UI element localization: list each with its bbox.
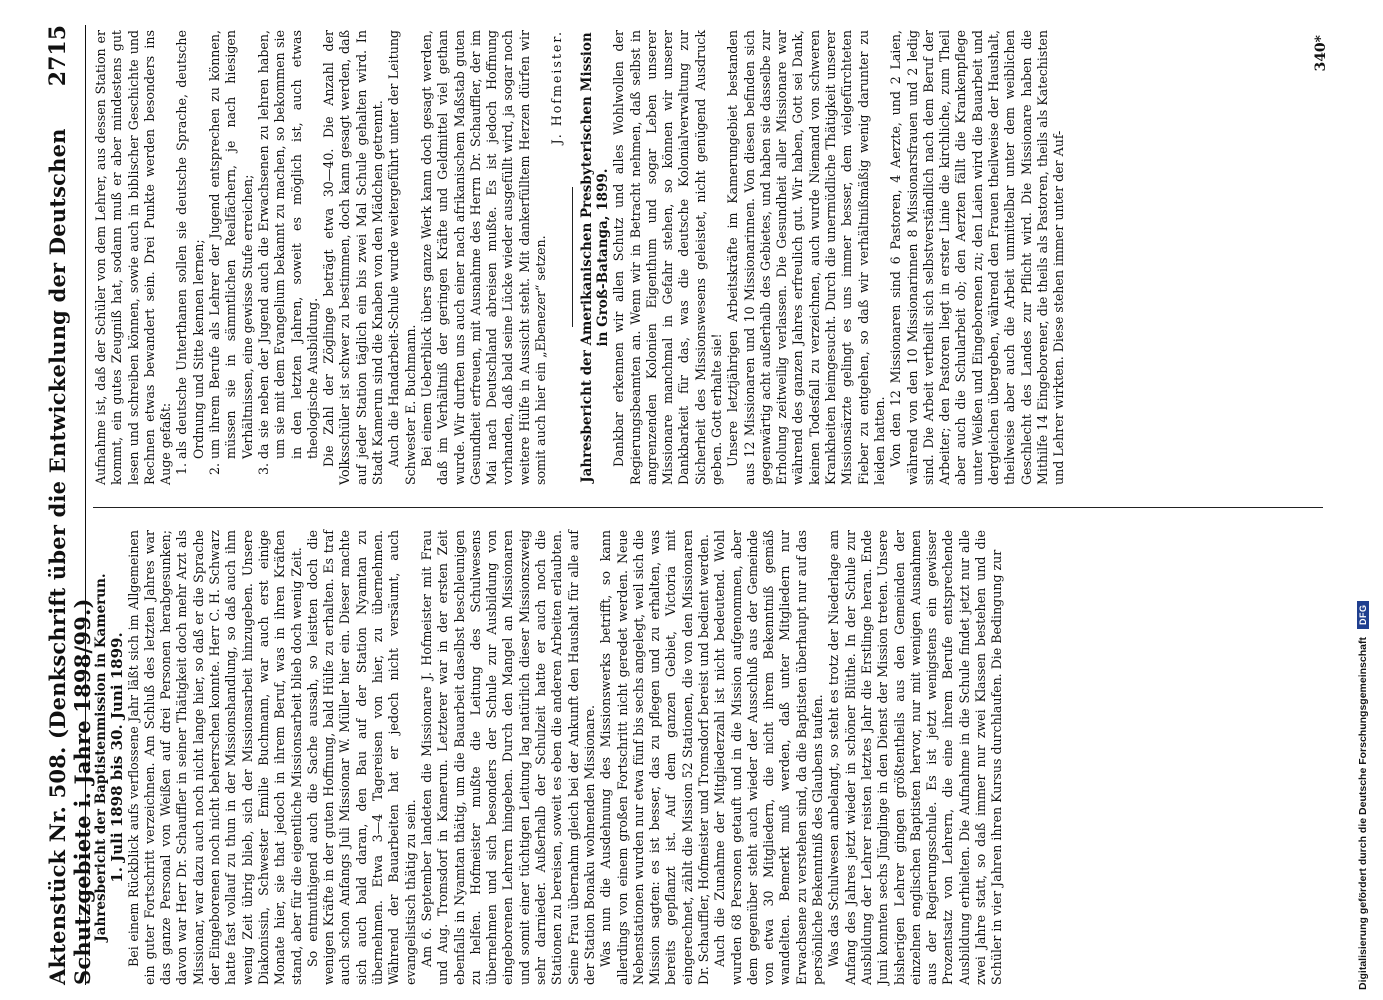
- paragraph: Aufnahme ist, daß der Schüler von dem Lehrer, aus dessen Station er kommt, ein gutes Zeugniß hat, sodann muß er aber mindestens gut lesen und schreiben können, sowie auch in biblischer Geschichte und Rechnen etwas bewandert sein. Drei Punkte werden besonders ins Auge gefaßt:: [93, 30, 174, 485]
- paragraph: Am 6. September landeten die Missionare J. Hofmeister mit Frau und Aug. Tromsdorf in Kamerun. Letzterer war in der ersten Zeit ebenfalls in Nyamtan thätig, um die Bauarbeit daselbst beschleunigen zu helfen. Hofmeister mußte die Leitung des Schulwesens übernehmen und sich besonders der Schule zur Ausbildung von eingeborenen Lehrern hingeben. Durch den Mangel an Missionaren und somit einer tüchtigen Leitung lag natürlich dieser Missionszweig sehr darnieder. Außerhalb der Schulzeit hatte er auch noch die Stationen zu bereisen, soweit es eben die anderen Arbeiten erlaubten. Seine Frau übernahm gleich bei der Ankunft den Haushalt für alle auf der Station Bonaku wohnenden Missionare.: [418, 530, 597, 985]
- criteria-list: [174, 30, 321, 485]
- paragraph: Die Zahl der Zöglinge beträgt etwa 30—40. Die Anzahl der Volksschüler ist schwer zu bestimmen, doch kann gesagt werden, daß auf jeder Station täglich ein bis zwei Mal Schule gehalten wird. In Stadt Kamerun sind die Knaben von den Mädchen getrennt.: [321, 30, 386, 485]
- paragraph: Auch die Zunahme der Mitgliederzahl ist nicht bedeutend. Wohl wurden 68 Personen getauft und in die Mission aufgenommen, aber dem gegenüber steht auch wieder der Ausschluß aus der Gemeinde von etwa 30 Mitgliedern, die nicht ihrem Bekenntniß gemäß wandelten. Bemerkt muß werden, daß unter Mitgliedern nur Erwachsene zu verstehen sind, da die Baptisten überhaupt nur auf das persönliche Bekenntniß des Glaubens taufen.: [712, 530, 826, 985]
- list-item: 3. da sie neben der Jugend auch die Erwachsenen zu lehren haben, um sie mit dem Evangelium bekannt zu machen, so bekommen sie in den letzten Jahren, soweit es möglich ist, auch etwas theologische Ausbildung.: [256, 30, 321, 459]
- left-column: [93, 530, 1006, 985]
- paragraph: So entmuthigend auch die Sache aussah, so leistten doch die wenigen Kräfte in der guten Hoffnung, bald Hülfe zu erhalten. Es traf auch schon Anfangs Juli Missionar W. Müller hier ein. Dieser machte sich auch bald daran, den Bau auf der Station Nyamtan zu übernehmen. Etwa 3—4 Tagereisen von hier, zu übernehmen. Während der Bauarbeiten hat er jedoch nicht versäumt, auch evangelistisch thätig zu sein.: [304, 530, 418, 985]
- column-divider: [93, 507, 1323, 508]
- page-number: 2715: [45, 25, 71, 87]
- document-page: [45, 25, 1335, 985]
- paragraph: Unsere letztjährigen Arbeitskräfte im Kamerungebiet bestanden aus 12 Missionaren und 10 Missionarinnen. Von diesen befinden sich gegenwärtig acht außerhalb des Gebietes, und haben sie dasselbe zur Erholung zeitweilig verlassen. Die Gesundheit aller Missionare war während des ganzen Jahres erfreulich gut. Wir haben, Gott sei Dank, keinen Todesfall zu verzeichnen, auch wurde Niemand von schweren Krankheiten heimgesucht. Durch die unermüdliche Thätigkeit unserer Missionsärzte gelingt es uns immer besser, dem vielgefürchteten Fieber zu entgehen, so daß wir verhältnißmäßig wenig darunter zu leiden hatten.: [725, 30, 887, 485]
- section-title-baptist: Jahresbericht der Baptistenmission in Kamerun.: [93, 573, 109, 942]
- paragraph: Bei einem Ueberblick übers ganze Werk kann doch gesagt werden, daß im Verhältniß der geringen Kräfte und Geldmittel viel gethan wurde. Wir durften uns auch einer nach afrikanischem Maßstab guten Gesundheit erfreuen, mit Ausnahme des Herrn Dr. Schauffler, der im Mai nach Deutschland abreisen mußte. Es ist jedoch Hoffnung vorhanden, daß bald seine Lücke wieder ausgefüllt wird, ja sogar noch weitere Hülfe in Aussicht steht. Mit dankerfülltem Herzen dürfen wir somit auch hier ein „Ebenezer“ setzen.: [418, 30, 549, 485]
- right-column: [93, 30, 1068, 485]
- signature: J. Hofmeister.: [549, 30, 565, 145]
- paragraph: Bei einem Rückblick aufs verflossene Jahr läßt sich im Allgemeinen ein guter Fortschritt verzeichnen. Am Schluß des letzten Jahres war das ganze Personal von Weißen auf drei Personen herabgesunken; davon war Herr Dr. Schauffler in seiner Thätigkeit doch mehr Arzt als Missionar, war dazu auch noch nicht lange hier, so daß er die Sprache der Eingeborenen noch nicht beherrschen konnte. Herr C. H. Schwarz hatte fast vollauf zu thun in der Missionshandlung, so daß auch ihm wenig Zeit übrig blieb, sich der Missionsarbeit hinzugeben. Unsere Diakonissin, Schwester Emilie Buchmann, war auch erst einige Monate hier, sie that jedoch in ihrem Beruf, was in ihren Kräften stand, aber für die eigentliche Missionsarbeit blieb doch wenig Zeit.: [125, 530, 304, 985]
- dfg-logo: DFG: [1357, 601, 1369, 630]
- digitization-credit: [1357, 10, 1369, 990]
- paragraph: Was nun die Ausdehnung des Missionswerks betrifft, so kann allerdings von einem großen Fortschritt nicht geredet werden. Neue Nebenstationen wurden nur etwa fünf bis sechs angelegt, weil sich die Mission sagten: es ist besser, das zu pflegen und zu erhalten, was bereits gepflanzt ist. Auf dem ganzen Gebiet, Victoria mit eingerechnet, zählt die Mission 52 Stationen, die von den Missionaren Dr. Schauffler, Hofmeister und Tromsdorf bereist und bedient werden.: [598, 530, 711, 985]
- page-header: [45, 25, 95, 985]
- list-item: 2. um ihrem Berufe als Lehrer der Jugend entsprechen zu können, müssen sie in sämmtlichen Realfächern, je nach hiesigen Verhältnissen, eine gewisse Stufe erreichen;: [207, 30, 256, 459]
- running-head: Aktenstück Nr. 508. (Denkschrift über die Entwickelung der Deutschen Schutzgebiete i. Jahre 1898/99.): [45, 128, 95, 985]
- section-date-range: 1. Juli 1898 bis 30. Juni 1899.: [108, 632, 127, 883]
- paragraph: Von den 12 Missionaren sind 6 Pastoren, 4 Aerzte, und 2 Laien, während von den 10 Missionarinnen 8 Missionarsfrauen und 2 ledig sind. Die Arbeit vertheilt sich selbstverständlich nach dem Beruf der Arbeiter; den Pastoren liegt in erster Linie die kirchliche, zum Theil aber auch die Schularbeit ob; den Aerzten fällt die Krankenpflege unter Weißen und Eingeborenen zu; den Laien wird die Bauarbeit und dergleichen übergeben, während den Frauen theilweise der Haushalt, theilweise aber auch die Arbeit unmittelbar unter dem weiblichen Geschlecht des Landes zur Pflicht wird. Die Missionare haben die Mithilfe 14 Eingeborener, die theils als Pastoren, theils als Katechisten und Lehrer wirkten. Diese stehen immer unter der Auf-: [888, 30, 1067, 485]
- section-title-presbyterian: Jahresbericht der Amerikanischen Presbyterischen Mission in Groß-Batanga, 1899.: [578, 32, 611, 483]
- section-divider: [572, 188, 573, 328]
- printer-signature-mark: 340*: [1313, 35, 1329, 72]
- paragraph: Dankbar erkennen wir allen Schutz und alles Wohlwollen der Regierungsbeamten an. Wenn wir in Betracht nehmen, daß selbst in angrenzenden Kolonien Eigenthum und sogar Leben unserer Missionare manchmal in Gefahr stehen, so können wir unserer Dankbarkeit für das, was die deutsche Kolonialverwaltung zur Sicherheit des Missionswesens geleistet, nicht genügend Ausdruck geben. Gott erhalte sie!: [611, 30, 724, 485]
- credit-text: Digitalisierung gefördert durch die Deutsche Forschungsgemeinschaft: [1357, 637, 1369, 990]
- list-item: 1. als deutsche Unterthanen sollen sie deutsche Sprache, deutsche Ordnung und Sitte kennen lernen;: [174, 30, 207, 459]
- paragraph: Auch die Handarbeit-Schule wurde weitergeführt unter der Leitung Schwester E. Buchmann.: [386, 30, 418, 485]
- paragraph: Was das Schulwesen anbelangt, so steht es trotz der Niederlage am Anfang des Jahres jetzt wieder in schöner Blüthe. In der Schule zur Ausbildung der Lehrer reisten letztes Jahr die Erstlinge heran. Ende Juni konnten sechs Jünglinge in den Dienst der Mission treten. Unsere bisherigen Lehrer gingen größtentheils aus den Gemeinden der einzelnen englischen Baptisten hervor, nur mit wenigen Ausnahmen aus der Regierungsschule. Es ist jetzt wenigstens ein gewisser Prozentsatz von Lehrern, die eine ihrem Berufe entsprechende Ausbildung erhielten. Die Aufnahme in die Schule findet jetzt nur alle zwei Jahre statt, so daß immer nur zwei Klassen bestehen und die Schüler in vier Jahren ihren Kursus durchlaufen. Die Bedingung zur: [826, 530, 1005, 985]
